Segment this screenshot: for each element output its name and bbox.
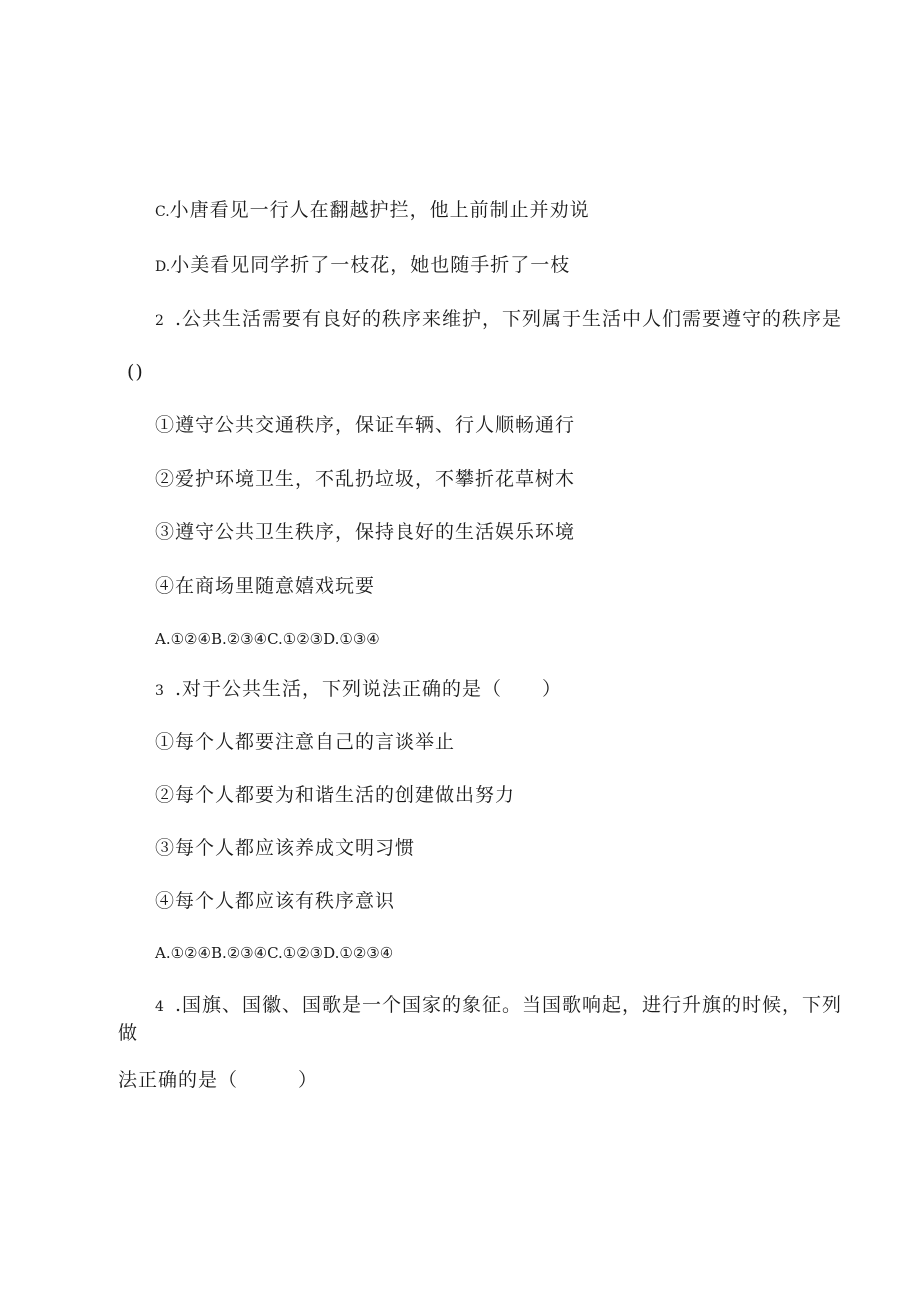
q3-item-3: ③每个人都应该养成文明习惯	[155, 837, 416, 859]
q2-item-2: ②爱护环境卫生，不乱扔垃圾，不攀折花草树木	[155, 468, 576, 490]
q1-option-d-letter: D.	[155, 259, 171, 275]
q1-option-d	[155, 253, 570, 279]
q1-option-c	[155, 198, 590, 224]
q3-item-1: ①每个人都要注意自己的言谈举止	[155, 731, 456, 753]
q1-option-c-letter: C.	[155, 204, 170, 220]
q3-choices: A.①②④B.②③④C.①②③D.①②③④	[155, 944, 394, 962]
q4-stem	[155, 993, 842, 1019]
q2-item-4: ④在商场里随意嬉戏玩要	[155, 575, 376, 597]
q1-option-c-text: 小唐看见一行人在翻越护拦，他上前制止并劝说	[169, 199, 590, 221]
q2-stem-text: .公共生活需要有良好的秩序来维护，下列属于生活中人们需要遵守的秩序是	[175, 308, 843, 330]
q3-stem-text: .对于公共生活，下列说法正确的是（ ）	[175, 678, 563, 700]
q4-number: 4	[155, 999, 165, 1015]
q3-item-2: ②每个人都要为和谐生活的创建做出努力	[155, 784, 516, 806]
q2-item-3: ③遵守公共卫生秩序，保持良好的生活娱乐环境	[155, 521, 576, 543]
q4-stem-continuation: 做	[118, 1022, 139, 1044]
q3-item-4: ④每个人都应该有秩序意识	[155, 890, 396, 912]
q2-number: 2	[155, 313, 165, 329]
q2-answer-blank: ()	[127, 361, 144, 383]
q4-stem-line2: 法正确的是（ ）	[118, 1069, 319, 1091]
q3-number: 3	[155, 683, 165, 699]
q1-option-d-text: 小美看见同学折了一枝花，她也随手折了一枝	[170, 254, 571, 276]
q2-choices: A.①②④B.②③④C.①②③D.①③④	[155, 630, 380, 648]
q2-item-1: ①遵守公共交通秩序，保证车辆、行人顺畅通行	[155, 414, 576, 436]
q2-stem	[155, 307, 842, 333]
q4-stem-text: .国旗、国徽、国歌是一个国家的象征。当国歌响起，进行升旗的时候，下列	[175, 994, 843, 1016]
q3-stem	[155, 677, 562, 703]
